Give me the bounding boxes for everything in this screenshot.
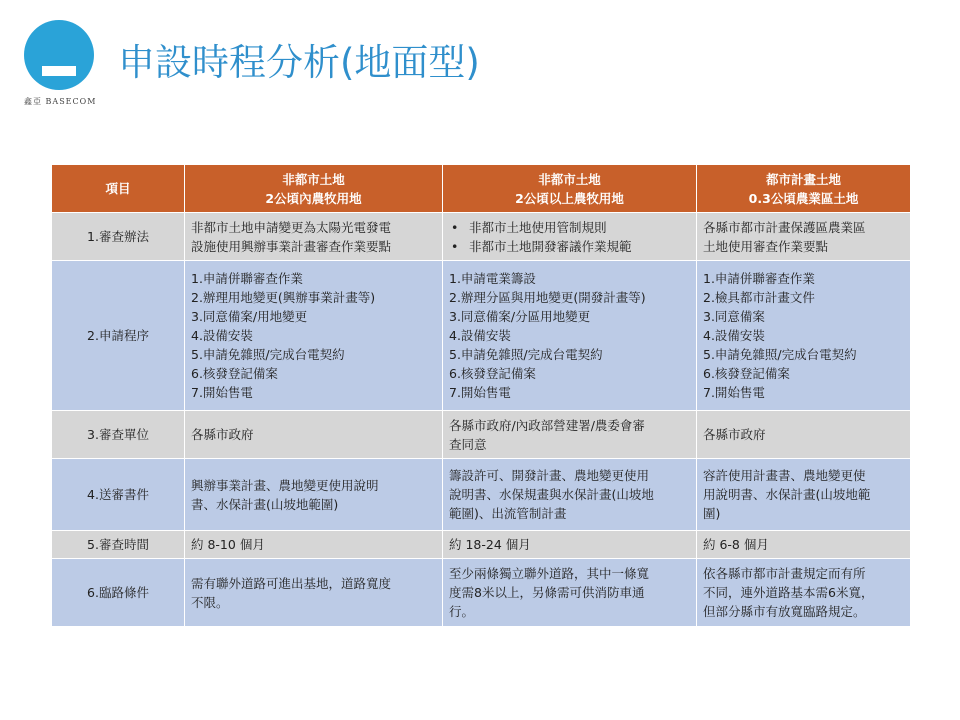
table-cell: 興辦事業計畫、農地變更使用說明 書、水保計畫(山坡地範圍): [185, 459, 443, 531]
row-label: 1.審查辦法: [52, 213, 185, 261]
logo-text: 鑫亞 BASECOM: [24, 97, 97, 106]
table-cell: 各縣市政府/內政部營建署/農委會審 查同意: [443, 411, 697, 459]
table-cell: 各縣市都市計畫保護區農業區 土地使用審查作業要點: [697, 213, 911, 261]
table-cell: 1.申請併聯審查作業 2.辦理用地變更(興辦事業計畫等) 3.同意備案/用地變更 4.設備安裝 5.申請免雜照/完成台電契約 6.核發登記備案 7.開始售電: [185, 261, 443, 411]
row-label: 5.審查時間: [52, 531, 185, 559]
table-cell: 1.申請併聯審查作業 2.檢具都市計畫文件 3.同意備案 4.設備安裝 5.申請免雜照/完成台電契約 6.核發登記備案 7.開始售電: [697, 261, 911, 411]
table-cell: 各縣市政府: [697, 411, 911, 459]
table-cell: 容許使用計畫書、農地變更使 用說明書、水保計畫(山坡地範 圍): [697, 459, 911, 531]
table-cell: 1.申請電業籌設 2.辦理分區與用地變更(開發計畫等) 3.同意備案/分區用地變更 4.設備安裝 5.申請免雜照/完成台電契約 6.核發登記備案 7.開始售電: [443, 261, 697, 411]
table-cell: 約 18-24 個月: [443, 531, 697, 559]
table-row: [52, 213, 911, 261]
logo-bar-icon: [42, 66, 76, 76]
table-row: [52, 459, 911, 531]
table-header-row: [52, 165, 911, 213]
list-item: • 非都市土地使用管制規則: [449, 218, 690, 237]
row-label: 6.臨路條件: [52, 559, 185, 627]
table-row: [52, 531, 911, 559]
table-cell: 非都市土地申請變更為太陽光電發電 設施使用興辦事業計畫審查作業要點: [185, 213, 443, 261]
row-label: 4.送審書件: [52, 459, 185, 531]
header-non-urban-under-2ha: 非都市土地 2公頃內農牧用地: [185, 165, 443, 213]
row-label: 2.申請程序: [52, 261, 185, 411]
table-cell: 約 8-10 個月: [185, 531, 443, 559]
table-cell: 約 6-8 個月: [697, 531, 911, 559]
header-non-urban-over-2ha: 非都市土地 2公頃以上農牧用地: [443, 165, 697, 213]
table-row: [52, 559, 911, 627]
table-cell: [443, 213, 697, 261]
bullet-list: [449, 218, 690, 256]
table-cell: 各縣市政府: [185, 411, 443, 459]
table-cell: 需有聯外道路可進出基地，道路寬度 不限。: [185, 559, 443, 627]
table-cell: 籌設許可、開發計畫、農地變更使用 說明書、水保規畫與水保計畫(山坡地 範圍)、出流管制計畫: [443, 459, 697, 531]
table-row: [52, 261, 911, 411]
table-cell: 至少兩條獨立聯外道路，其中一條寬 度需8米以上，另條需可供消防車通 行。: [443, 559, 697, 627]
header-urban-plan-land: 都市計畫土地 0.3公頃農業區土地: [697, 165, 911, 213]
row-label: 3.審查單位: [52, 411, 185, 459]
company-logo: [18, 16, 108, 106]
logo-circle-icon: [24, 20, 94, 90]
page-title: 申設時程分析(地面型): [118, 41, 480, 84]
table-cell: 依各縣市都市計畫規定而有所 不同，連外道路基本需6米寬， 但部分縣市有放寬臨路規定。: [697, 559, 911, 627]
header-item: 項目: [52, 165, 185, 213]
list-item: • 非都市土地開發審議作業規範: [449, 237, 690, 256]
table-row: [52, 411, 911, 459]
comparison-table: [51, 164, 911, 627]
